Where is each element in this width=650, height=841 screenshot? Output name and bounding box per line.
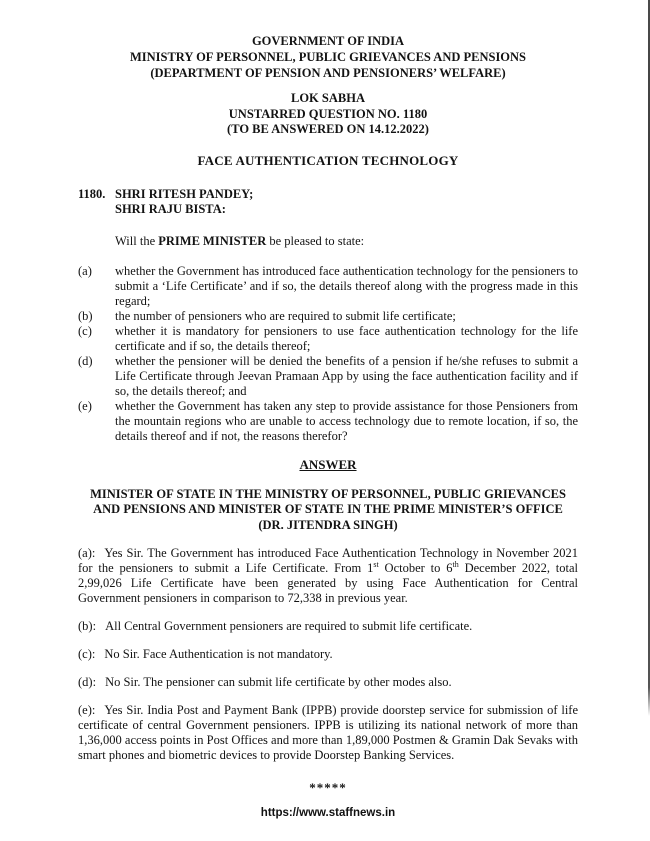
- question-serial: 1180.: [78, 186, 106, 201]
- answer-text-a-seg3: December 2022, total 2,99,026 Life Certificate have been generated by using Face Authentication for Central Government pensioners in comparison to 72,338 in previous year.: [78, 561, 579, 605]
- government-title: GOVERNMENT OF INDIA: [251, 34, 405, 48]
- house-block: [78, 91, 578, 138]
- department-title: (DEPARTMENT OF PENSION AND PENSIONERS’ WELFARE): [150, 66, 506, 80]
- answer-text-b: All Central Government pensioners are required to submit life certificate.: [105, 619, 473, 633]
- source-site-link[interactable]: https://www.staffnews.in: [260, 807, 396, 819]
- answer-paragraph-c: [78, 647, 578, 662]
- answer-label-b: (b):: [78, 619, 97, 633]
- question-text-e: whether the Government has taken any step to provide assistance for those Pensioners from the mountain regions who are unable to access technology due to remote location, if so, the details thereof and if not, the reasons therefor?: [115, 398, 578, 443]
- answer-text-a-sup2: th: [452, 559, 459, 569]
- answer-date-line: (TO BE ANSWERED ON 14.12.2022): [227, 122, 429, 136]
- answer-text-a-sup1: st: [373, 559, 379, 569]
- question-item-e: [78, 399, 578, 444]
- answer-heading: ANSWER: [299, 456, 357, 472]
- question-item-c: [78, 324, 578, 354]
- answer-paragraph-d: [78, 675, 578, 690]
- answer-paragraph-b: [78, 619, 578, 634]
- intro-minister: PRIME MINISTER: [158, 233, 267, 248]
- minister-heading-line-3: (DR. JITENDRA SINGH): [258, 517, 398, 532]
- end-asterisks: *****: [309, 780, 347, 795]
- answer-label-c: (c):: [78, 647, 96, 661]
- asker-name-2: SHRI RAJU BISTA:: [115, 201, 226, 216]
- ministry-title: MINISTRY OF PERSONNEL, PUBLIC GRIEVANCES AND PENSIONS: [129, 50, 527, 64]
- intro-suffix: be pleased to state:: [266, 233, 365, 248]
- question-number-line: UNSTARRED QUESTION NO. 1180: [228, 106, 428, 121]
- minister-heading: [78, 487, 578, 534]
- document-header: [78, 33, 578, 81]
- question-list: [78, 264, 578, 444]
- answer-label-a: (a):: [78, 546, 96, 560]
- minister-heading-line-1: MINISTER OF STATE IN THE MINISTRY OF PERSONNEL, PUBLIC GRIEVANCES: [90, 486, 566, 501]
- question-label-d: (d): [78, 353, 93, 368]
- question-text-b: the number of pensioners who are required to submit life certificate;: [115, 308, 456, 323]
- answer-label-e: (e):: [78, 703, 96, 717]
- answer-label-d: (d):: [78, 675, 97, 689]
- question-item-d: [78, 354, 578, 399]
- question-text-a: whether the Government has introduced face authentication technology for the pensioners to submit a ‘Life Certificate’ and if so, the details thereof along with the progress made in this regard;: [115, 263, 578, 308]
- answer-heading-row: [78, 457, 578, 472]
- answer-paragraph-e: [78, 703, 578, 763]
- answer-text-e: Yes Sir. India Post and Payment Bank (IPPB) provide doorstep service for submission of life certificate of central Government pensioners. IPPB is utilizing its national network of more than 1,36,000 access points in Post Offices and more than 1,89,000 Postmen & Gramin Dak Sevaks with smart phones and biometric devices to provide Doorstep Banking Services.: [78, 703, 578, 762]
- question-text-c: whether it is mandatory for pensioners to use face authentication technology for the life certificate and if so, the details thereof;: [115, 323, 578, 353]
- answer-text-a-seg1: Yes Sir. The Government has introduced Face Authentication Technology in November 2021 for the pensioners to submit a Life Certificate. From 1: [78, 546, 578, 575]
- intro-prefix: Will the: [115, 233, 159, 248]
- askers-block: [78, 187, 578, 217]
- subject-title: FACE AUTHENTICATION TECHNOLOGY: [197, 152, 459, 168]
- minister-heading-line-2: AND PENSIONS AND MINISTER OF STATE IN THE PRIME MINISTER’S OFFICE: [93, 502, 563, 516]
- answer-paragraph-a: [78, 546, 578, 606]
- answer-text-d: No Sir. The pensioner can submit life certificate by other modes also.: [105, 675, 452, 689]
- question-label-e: (e): [78, 398, 92, 413]
- question-label-b: (b): [78, 308, 93, 323]
- question-item-a: [78, 264, 578, 309]
- question-item-b: [78, 309, 578, 324]
- question-label-a: (a): [78, 263, 92, 278]
- answer-text-c: No Sir. Face Authentication is not mandatory.: [104, 647, 333, 661]
- asker-names: [115, 187, 253, 217]
- question-text-d: whether the pensioner will be denied the benefits of a pension if he/she refuses to submit a Life Certificate through Jeevan Pramaan App by using the face authentication facility and if so, the details thereof; and: [115, 353, 578, 398]
- intro-line: [115, 234, 578, 249]
- answer-text-a-seg2: October to 6: [378, 561, 453, 575]
- question-label-c: (c): [78, 323, 92, 338]
- house-name: LOK SABHA: [291, 91, 365, 105]
- asker-name-1: SHRI RITESH PANDEY;: [115, 186, 254, 201]
